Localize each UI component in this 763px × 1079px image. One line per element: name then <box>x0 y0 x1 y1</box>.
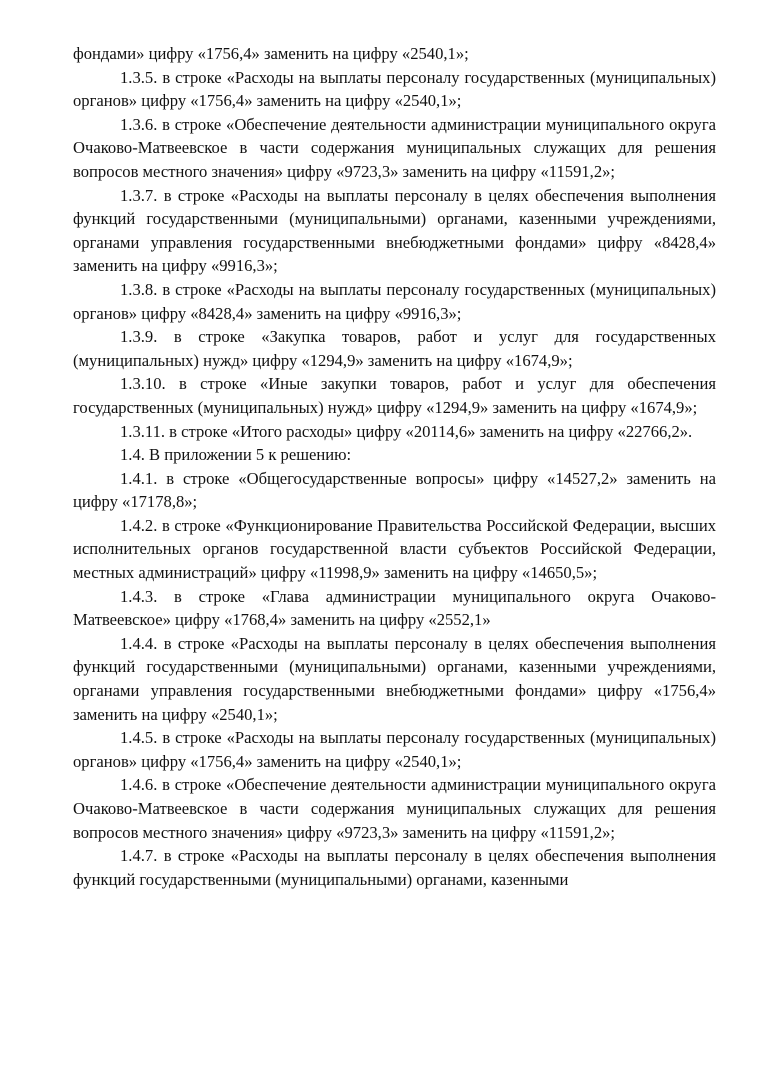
paragraph-1-4-5: 1.4.5. в строке «Расходы на выплаты персоналу государственных (муниципальных) органов» цифру «1756,4» заменить на цифру «2540,1»; <box>73 728 716 771</box>
paragraph-1-4: 1.4. В приложении 5 к решению: <box>120 445 352 465</box>
paragraph-1-3-6: 1.3.6. в строке «Обеспечение деятельности администрации муниципального округа Очаково-Матвеевское в части содержания муниципальных служащих для решения вопросов местного значения» цифру «9723,3» заменить на цифру «11591,2»; <box>73 114 716 181</box>
paragraph-1-4-1: 1.4.1. в строке «Общегосударственные вопросы» цифру «14527,2» заменить на цифру «17178,8»; <box>73 468 716 512</box>
document-page <box>73 42 716 891</box>
paragraph-1-4-2: 1.4.2. в строке «Функционирование Правительства Российской Федерации, высших исполнительных органов государственной власти субъектов Российской Федерации, местных администраций» цифру «11998,9» заменить на цифру «14650,5»; <box>73 515 716 583</box>
paragraph-1-4-6: 1.4.6. в строке «Обеспечение деятельности администрации муниципального округа Очаково-Матвеевское в части содержания муниципальных служащих для решения вопросов местного значения» цифру «9723,3» заменить на цифру «11591,2»; <box>73 775 716 842</box>
paragraph-1-3-11: 1.3.11. в строке «Итого расходы» цифру «20114,6» заменить на цифру «22766,2». <box>120 421 693 441</box>
paragraph-1-3-7: 1.3.7. в строке «Расходы на выплаты персоналу в целях обеспечения выполнения функций государственными (муниципальными) органами, казенными учреждениями, органами управления государственными внебюджетными фондами» цифру «8428,4» заменить на цифру «9916,3»; <box>73 185 716 276</box>
paragraph-1-4-3: 1.4.3. в строке «Глава администрации муниципального округа Очаково-Матвеевское» цифру «1768,4» заменить на цифру «2552,1» <box>73 586 716 630</box>
paragraph-1-4-7: 1.4.7. в строке «Расходы на выплаты персоналу в целях обеспечения выполнения функций государственными (муниципальными) органами, казенными <box>73 846 716 889</box>
paragraph-1-3-9: 1.3.9. в строке «Закупка товаров, работ и услуг для государственных (муниципальных) нужд» цифру «1294,9» заменить на цифру «1674,9»; <box>73 327 716 370</box>
paragraph-1-3-5: 1.3.5. в строке «Расходы на выплаты персоналу государственных (муниципальных) органов» цифру «1756,4» заменить на цифру «2540,1»; <box>73 67 716 111</box>
paragraph-1-3-10: 1.3.10. в строке «Иные закупки товаров, работ и услуг для обеспечения государственных (муниципальных) нужд» цифру «1294,9» заменить на цифру «1674,9»; <box>73 374 716 417</box>
paragraph-continuation: фондами» цифру «1756,4» заменить на цифру «2540,1»; <box>73 44 469 63</box>
paragraph-1-4-4: 1.4.4. в строке «Расходы на выплаты персоналу в целях обеспечения выполнения функций государственными (муниципальными) органами, казенными учреждениями, органами управления государственными внебюджетными фондами» цифру «1756,4» заменить на цифру «2540,1»; <box>73 633 716 724</box>
paragraph-1-3-8: 1.3.8. в строке «Расходы на выплаты персоналу государственных (муниципальных) органов» цифру «8428,4» заменить на цифру «9916,3»; <box>73 279 716 323</box>
